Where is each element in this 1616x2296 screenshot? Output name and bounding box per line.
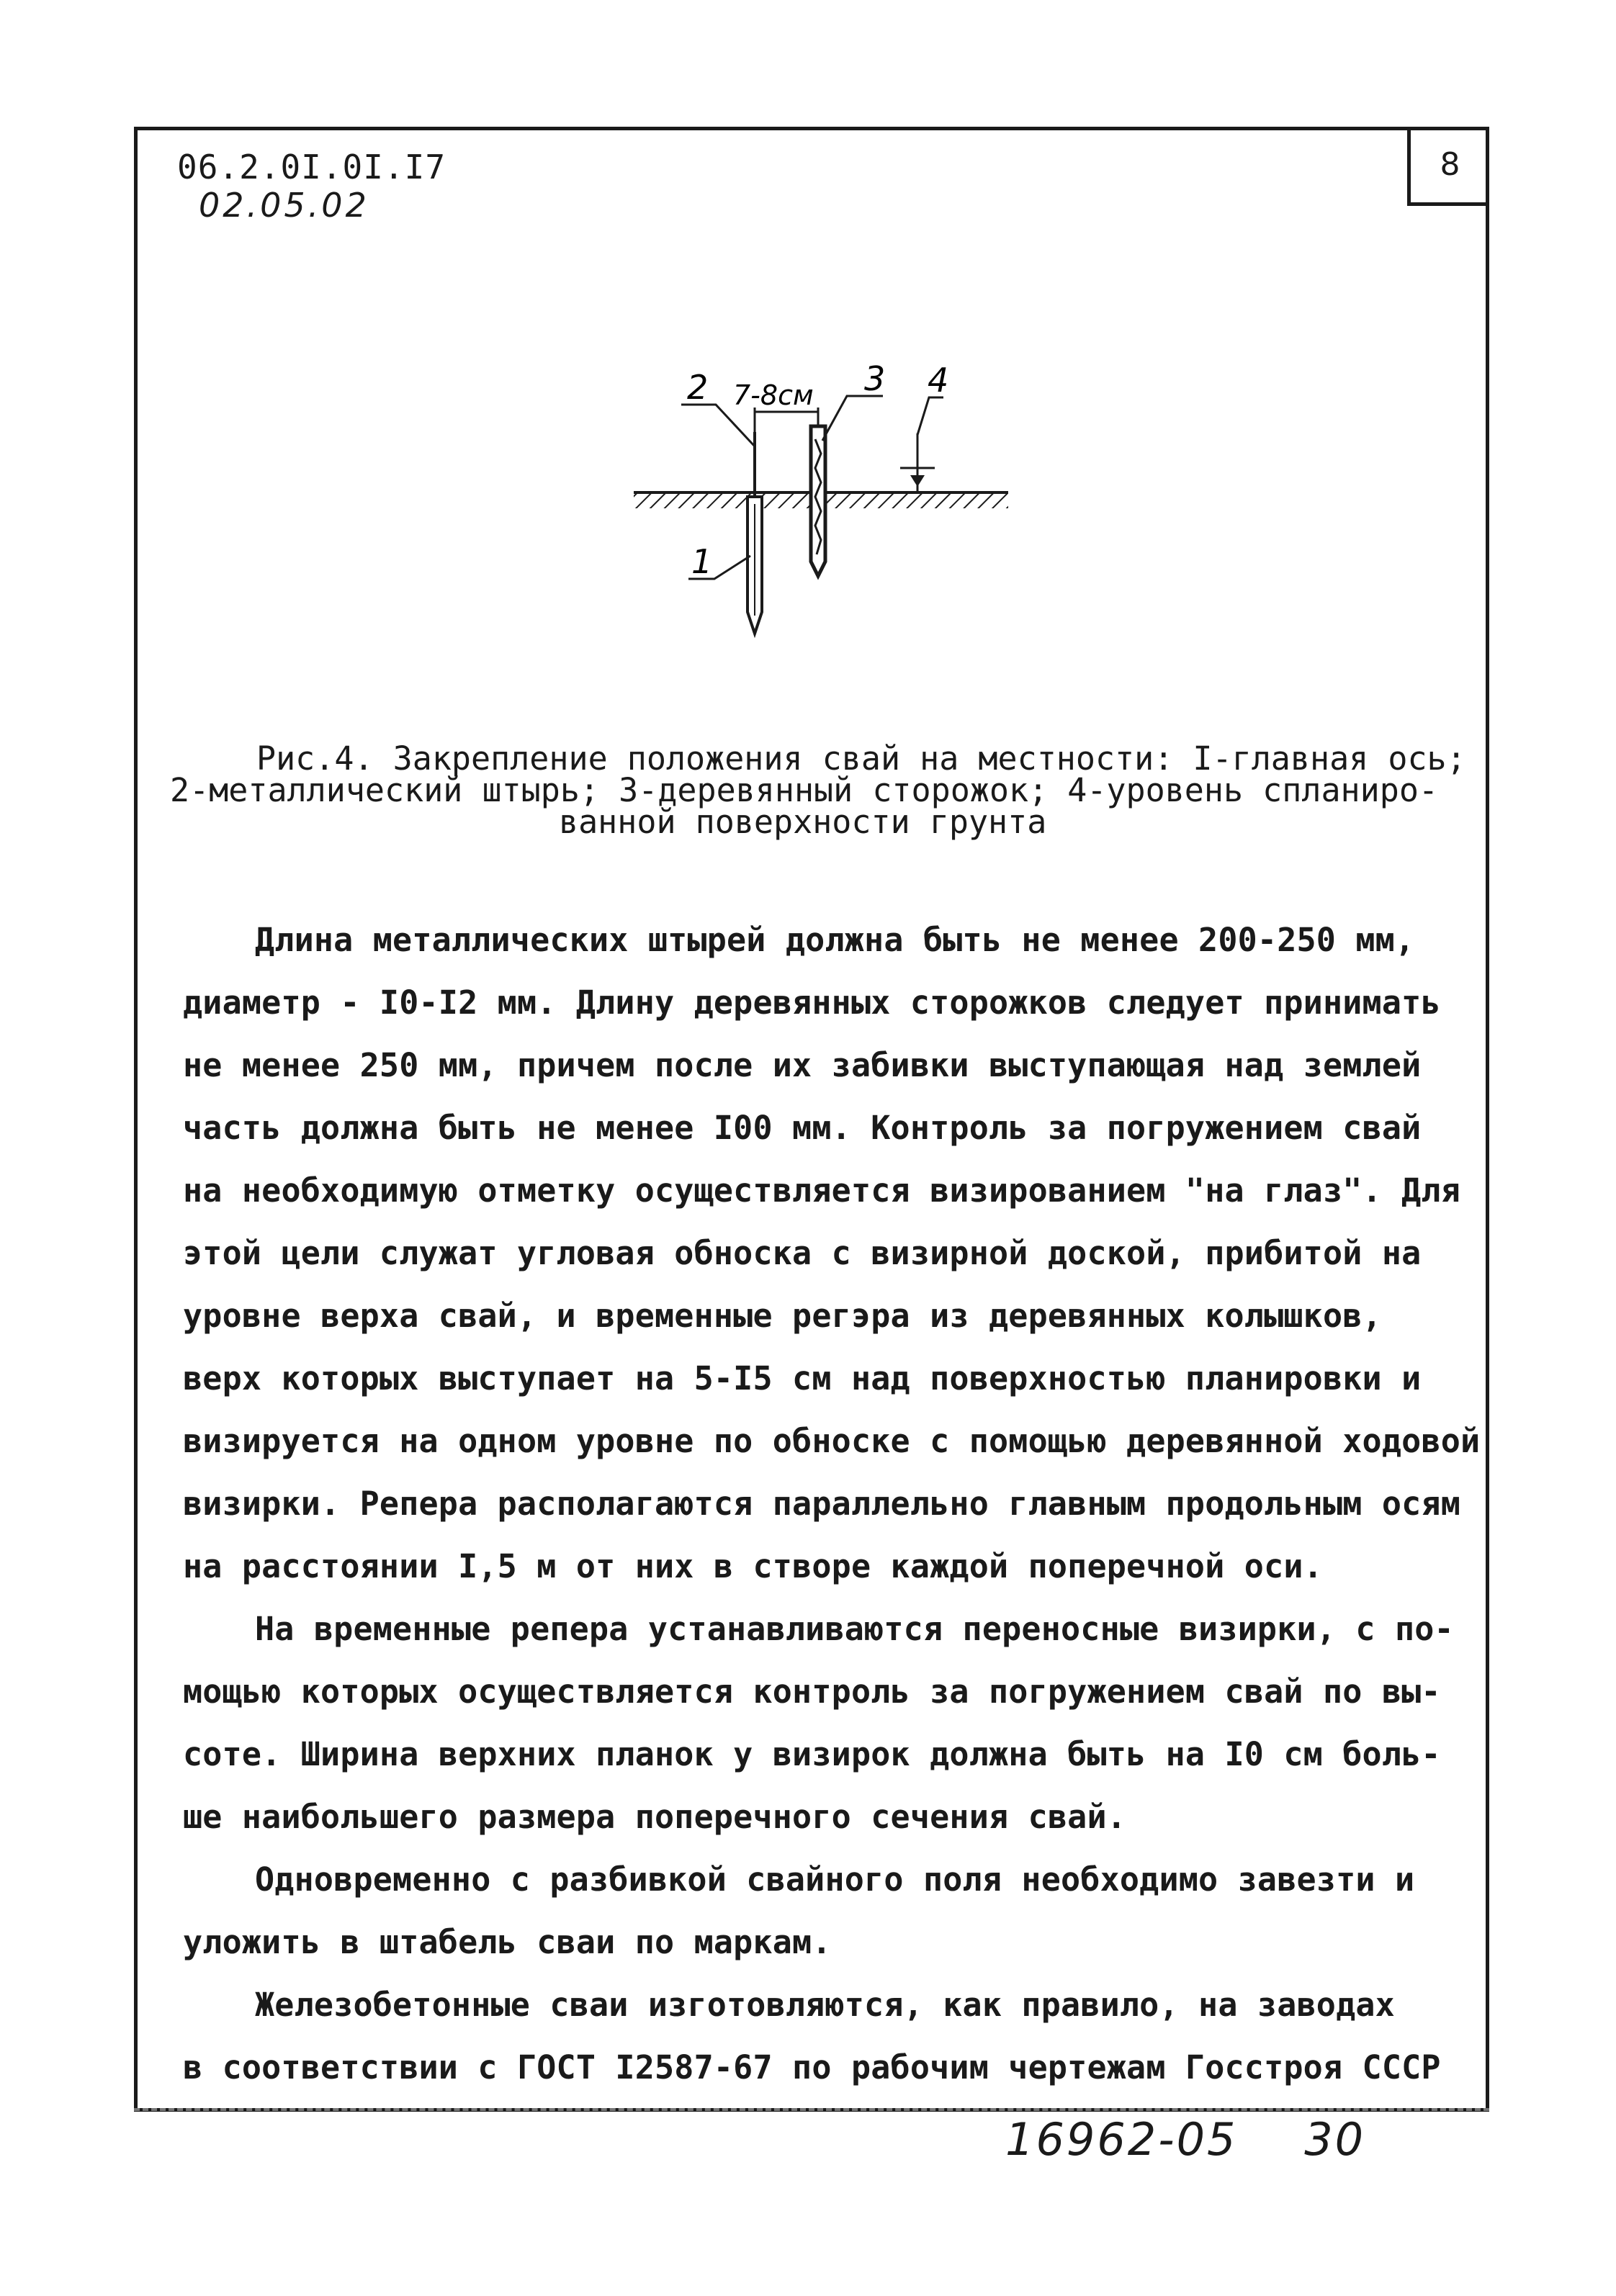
paragraph (183, 1848, 1479, 1973)
bottom-rule (134, 2108, 1489, 2111)
text-line: не менее 250 мм, причем после их забивки выступающая над землей (183, 1046, 1422, 1084)
leader-4 (917, 397, 943, 435)
label-3: 3 (864, 360, 886, 398)
text-line: уровне верха свай, и временные регэра из деревянных колышков, (183, 1297, 1382, 1335)
caption-line: Рис.4. Закрепление положения свай на местности: I-главная ось; (256, 739, 1466, 778)
paragraph (183, 1598, 1479, 1848)
label-4: 4 (928, 361, 949, 400)
paragraph (183, 1973, 1479, 2099)
paragraph (183, 909, 1479, 1598)
footer-sheet: 30 (1304, 2113, 1366, 2166)
text-line: уложить в штабель сваи по маркам. (183, 1923, 832, 1961)
text-line: визирки. Репера располагаются параллельно главным продольным осям (183, 1485, 1460, 1523)
text-line: соте. Ширина верхних планок у визирок должна быть на I0 см боль- (183, 1735, 1441, 1773)
text-line: Одновременно с разбивкой свайного поля необходимо завезти и (255, 1860, 1415, 1899)
label-1: 1 (691, 542, 713, 581)
text-line: на расстоянии I,5 м от них в створе каждой поперечной оси. (183, 1547, 1323, 1585)
caption-line: 2-металлический штырь; 3-деревянный сторожок; 4-уровень спланиро- (170, 771, 1438, 809)
caption-line: ванной поверхности грунта (559, 803, 1047, 841)
text-line: часть должна быть не менее I00 мм. Контроль за погружением свай (183, 1109, 1422, 1147)
text-line: Железобетонные сваи изготовляются, как правило, на заводах (255, 1986, 1395, 2024)
figure-caption (170, 739, 1466, 841)
text-line: диаметр - I0-I2 мм. Длину деревянных сторожков следует принимать (183, 983, 1441, 1022)
footer-stamp (1005, 2113, 1365, 2166)
text-line: Длина металлических штырей должна быть не менее 200-250 мм, (255, 921, 1415, 959)
text-line: этой цели служат угловая обноска с визирной доской, прибитой на (183, 1234, 1422, 1272)
document-code: 06.2.0I.0I.I7 (177, 148, 446, 186)
leader-3 (822, 396, 883, 441)
text-line: на необходимую отметку осуществляется визированием "на глаз". Для (183, 1171, 1460, 1210)
document-date: 02.05.02 (199, 186, 369, 225)
page-number: 8 (1440, 146, 1460, 183)
body-text (183, 909, 1479, 2099)
label-spacing: 7-8см (733, 379, 814, 411)
label-2: 2 (687, 368, 709, 407)
level-marker-triangle (910, 475, 925, 487)
text-line: в соответствии с ГОСТ I2587-67 по рабочим чертежам Госстроя СССР (183, 2048, 1441, 2086)
text-line: ше наибольшего размера поперечного сечения свай. (183, 1798, 1127, 1836)
text-line: мощью которых осуществляется контроль за погружением свай по вы- (183, 1673, 1441, 1711)
text-line: визируется на одном уровне по обноске с помощью деревянной ходовой (183, 1422, 1481, 1460)
page-number-box (1407, 127, 1489, 206)
text-line: На временные репера устанавливаются переносные визирки, с по- (255, 1610, 1454, 1648)
text-line: верх которых выступает на 5-I5 см над поверхностью планировки и (183, 1359, 1422, 1397)
footer-code: 16962-05 (1005, 2113, 1238, 2166)
pile-fixing-figure (627, 360, 1030, 662)
